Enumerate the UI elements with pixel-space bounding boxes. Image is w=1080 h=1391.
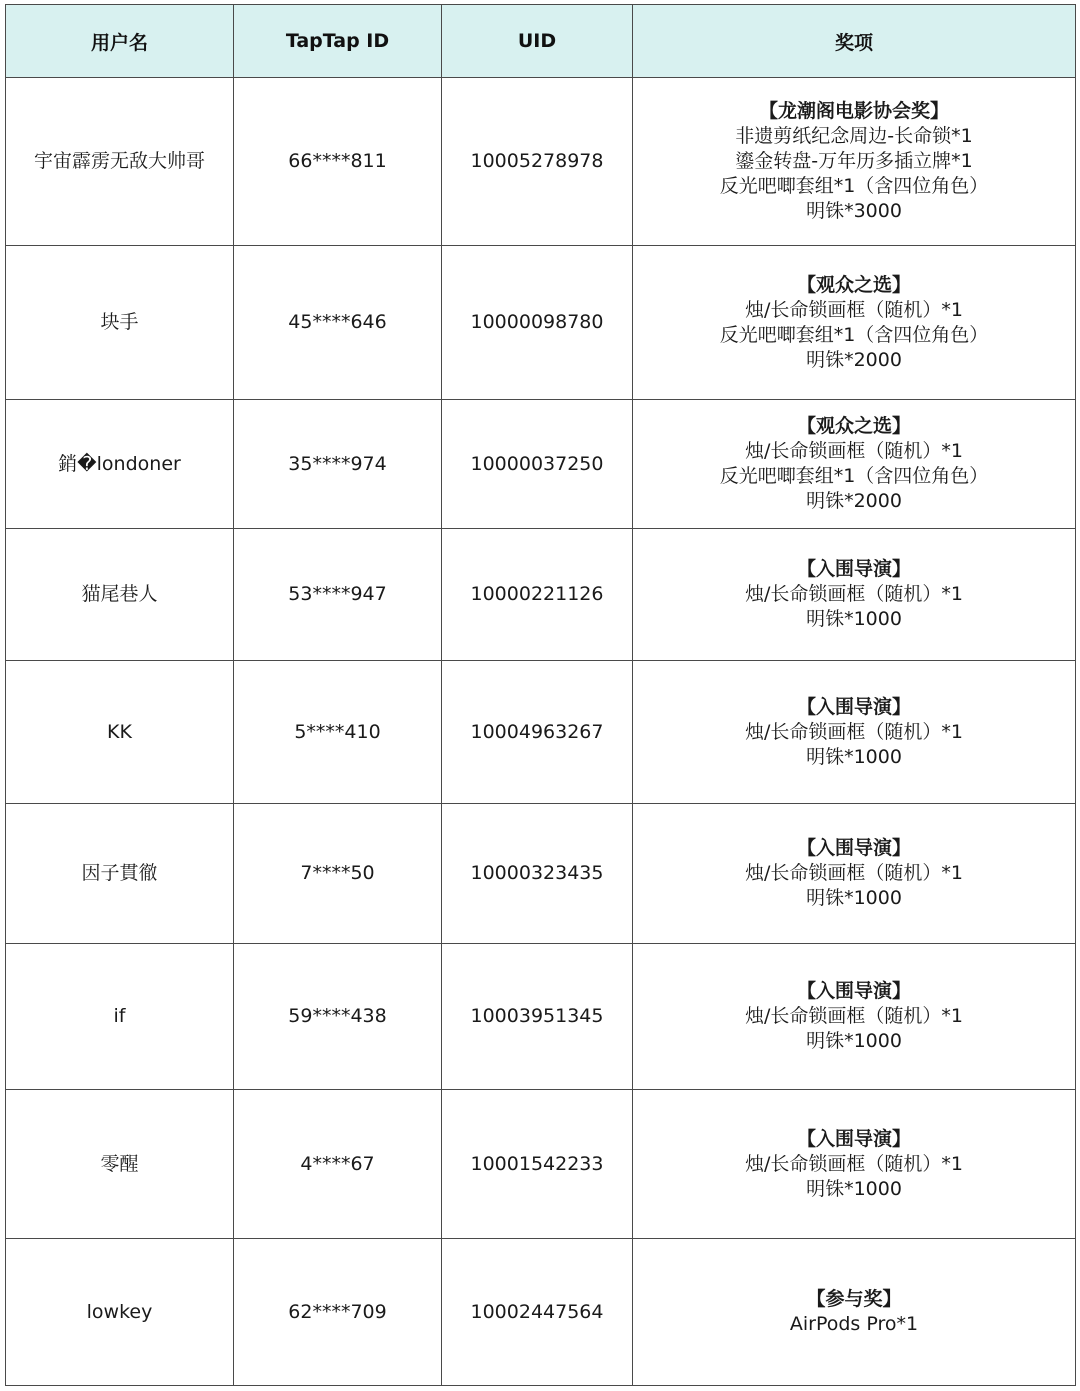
prize-title: 【观众之选】 (796, 415, 911, 437)
prize-item: AirPods Pro*1 (789, 1313, 919, 1335)
cell-username: 因子貫徹 (6, 804, 234, 944)
cell-prize (633, 78, 1076, 246)
prize-item: 烛/长命锁画框（随机）*1 (745, 1005, 963, 1027)
prize-title: 【参与奖】 (806, 1288, 902, 1310)
prize-item: 明铢*1000 (806, 608, 902, 630)
prize-item: 烛/长命锁画框（随机）*1 (745, 583, 963, 605)
prize-item: 明铢*1000 (806, 1030, 902, 1052)
cell-username: lowkey (6, 1239, 234, 1386)
prize-item: 明铢*3000 (806, 200, 902, 222)
cell-prize (633, 1239, 1076, 1386)
cell-taptap-id: 66****811 (234, 78, 442, 246)
cell-taptap-id: 62****709 (234, 1239, 442, 1386)
table-body (6, 78, 1076, 1386)
table-row (6, 529, 1076, 661)
header-taptap-id: TapTap ID (234, 5, 442, 78)
prize-title: 【入围导演】 (796, 837, 911, 859)
prize-item: 明铢*2000 (806, 490, 902, 512)
table-header-row (6, 5, 1076, 78)
cell-uid: 10000037250 (442, 400, 633, 529)
prize-item: 反光吧唧套组*1（含四位角色） (719, 175, 989, 197)
cell-username: 銷�londoner (6, 400, 234, 529)
winners-table-container (5, 4, 1075, 1386)
prize-item: 反光吧唧套组*1（含四位角色） (719, 323, 989, 346)
table-row (6, 78, 1076, 246)
header-username: 用户名 (6, 5, 234, 78)
cell-taptap-id: 53****947 (234, 529, 442, 661)
cell-username: KK (6, 661, 234, 804)
prize-title: 【入围导演】 (796, 558, 911, 580)
prize-title: 【入围导演】 (796, 1127, 911, 1150)
cell-taptap-id: 59****438 (234, 944, 442, 1090)
cell-prize (633, 400, 1076, 529)
prize-item: 烛/长命锁画框（随机）*1 (745, 298, 963, 321)
table-row (6, 246, 1076, 400)
table-row (6, 661, 1076, 804)
prize-item: 反光吧唧套组*1（含四位角色） (719, 465, 989, 487)
table-row (6, 804, 1076, 944)
header-uid: UID (442, 5, 633, 78)
cell-uid: 10004963267 (442, 661, 633, 804)
cell-username: 宇宙霹雳无敌大帅哥 (6, 78, 234, 246)
prize-item: 明铢*1000 (806, 745, 902, 768)
prize-item: 烛/长命锁画框（随机）*1 (745, 720, 963, 743)
cell-uid: 10001542233 (442, 1090, 633, 1239)
prize-title: 【入围导演】 (796, 980, 911, 1002)
cell-taptap-id: 4****67 (234, 1090, 442, 1239)
table-row (6, 1090, 1076, 1239)
cell-prize (633, 804, 1076, 944)
prize-title: 【观众之选】 (796, 273, 911, 296)
prize-item: 明铢*1000 (806, 887, 902, 909)
prize-item: 非遗剪纸纪念周边-长命锁*1 (735, 125, 973, 147)
cell-uid: 10000323435 (442, 804, 633, 944)
cell-taptap-id: 7****50 (234, 804, 442, 944)
prize-item: 烛/长命锁画框（随机）*1 (745, 862, 963, 884)
cell-taptap-id: 35****974 (234, 400, 442, 529)
table-row (6, 1239, 1076, 1386)
prize-item: 明铢*2000 (806, 348, 902, 371)
cell-prize (633, 529, 1076, 661)
cell-prize (633, 246, 1076, 400)
cell-username: 零醒 (6, 1090, 234, 1239)
prize-title: 【入围导演】 (796, 695, 911, 718)
cell-taptap-id: 45****646 (234, 246, 442, 400)
cell-uid: 10003951345 (442, 944, 633, 1090)
winners-table (5, 4, 1076, 1386)
cell-taptap-id: 5****410 (234, 661, 442, 804)
header-prize: 奖项 (633, 5, 1076, 78)
table-row (6, 944, 1076, 1090)
cell-uid: 10005278978 (442, 78, 633, 246)
cell-uid: 10002447564 (442, 1239, 633, 1386)
prize-item: 烛/长命锁画框（随机）*1 (745, 440, 963, 462)
cell-prize (633, 1090, 1076, 1239)
cell-username: if (6, 944, 234, 1090)
cell-uid: 10000221126 (442, 529, 633, 661)
prize-title: 【龙潮阁电影协会奖】 (758, 100, 949, 122)
cell-username: 块手 (6, 246, 234, 400)
cell-prize (633, 944, 1076, 1090)
prize-item: 鎏金转盘-万年历多插立牌*1 (735, 150, 973, 172)
table-row (6, 400, 1076, 529)
cell-prize (633, 661, 1076, 804)
prize-item: 明铢*1000 (806, 1177, 902, 1200)
cell-username: 猫尾巷人 (6, 529, 234, 661)
prize-item: 烛/长命锁画框（随机）*1 (745, 1152, 963, 1175)
cell-uid: 10000098780 (442, 246, 633, 400)
